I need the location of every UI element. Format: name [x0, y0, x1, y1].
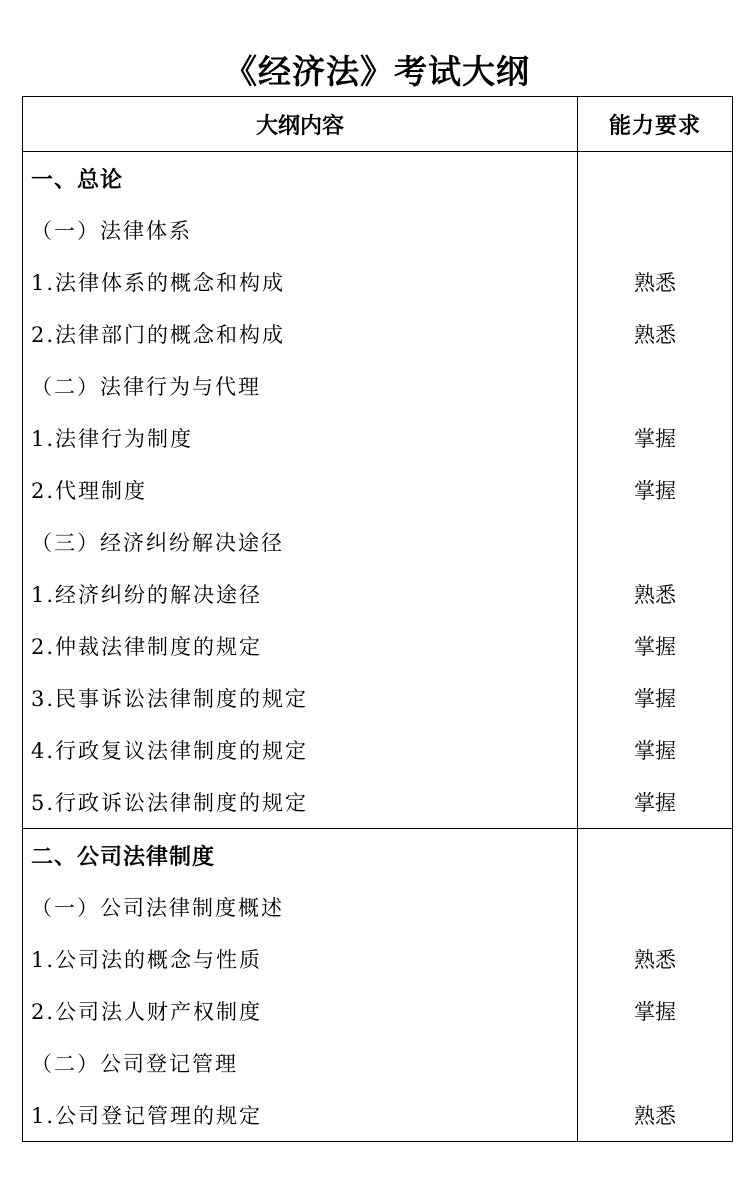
row-content: 2.仲裁法律制度的规定	[23, 620, 578, 672]
row-level: 掌握	[578, 776, 733, 829]
subsection-row	[23, 1037, 733, 1089]
row-content: 4.行政复议法律制度的规定	[23, 724, 578, 776]
row-content: （二）法律行为与代理	[23, 360, 578, 412]
row-level	[578, 1037, 733, 1089]
table-row	[23, 672, 733, 724]
table-body	[23, 152, 733, 1142]
table-row	[23, 933, 733, 985]
table-header	[23, 97, 733, 152]
page-title: 《经济法》考试大纲	[224, 52, 530, 91]
header-content: 大纲内容	[23, 97, 578, 152]
row-level	[578, 360, 733, 412]
row-content: 2.公司法人财产权制度	[23, 985, 578, 1037]
row-level: 熟悉	[578, 308, 733, 360]
table-row	[23, 568, 733, 620]
row-content: 5.行政诉讼法律制度的规定	[23, 776, 578, 829]
row-content: 1.法律体系的概念和构成	[23, 256, 578, 308]
table-row	[23, 308, 733, 360]
row-level	[578, 204, 733, 256]
row-content: 3.民事诉讼法律制度的规定	[23, 672, 578, 724]
row-content: 1.公司登记管理的规定	[23, 1089, 578, 1142]
section-row	[23, 152, 733, 205]
row-level: 掌握	[578, 724, 733, 776]
subsection-row	[23, 204, 733, 256]
row-level: 熟悉	[578, 256, 733, 308]
row-content: 1.经济纠纷的解决途径	[23, 568, 578, 620]
row-content: 2.法律部门的概念和构成	[23, 308, 578, 360]
subsection-row	[23, 360, 733, 412]
table-row	[23, 412, 733, 464]
row-content: 1.法律行为制度	[23, 412, 578, 464]
header-row	[23, 97, 733, 152]
table-row	[23, 1089, 733, 1142]
row-level: 掌握	[578, 412, 733, 464]
row-content: 二、公司法律制度	[23, 829, 578, 882]
row-level: 熟悉	[578, 933, 733, 985]
row-content: （一）公司法律制度概述	[23, 881, 578, 933]
row-level	[578, 881, 733, 933]
row-content: 1.公司法的概念与性质	[23, 933, 578, 985]
row-content: 一、总论	[23, 152, 578, 205]
row-content: （一）法律体系	[23, 204, 578, 256]
table-row	[23, 464, 733, 516]
table-row	[23, 985, 733, 1037]
row-level: 掌握	[578, 620, 733, 672]
row-content: （二）公司登记管理	[23, 1037, 578, 1089]
row-content: （三）经济纠纷解决途径	[23, 516, 578, 568]
row-level	[578, 829, 733, 882]
table-row	[23, 724, 733, 776]
row-level: 掌握	[578, 985, 733, 1037]
table-row	[23, 776, 733, 829]
subsection-row	[23, 881, 733, 933]
row-level: 掌握	[578, 672, 733, 724]
syllabus-table	[22, 96, 733, 1142]
section-row	[23, 829, 733, 882]
table-row	[23, 620, 733, 672]
subsection-row	[23, 516, 733, 568]
row-content: 2.代理制度	[23, 464, 578, 516]
table-row	[23, 256, 733, 308]
row-level	[578, 152, 733, 205]
row-level: 熟悉	[578, 1089, 733, 1142]
row-level: 熟悉	[578, 568, 733, 620]
row-level	[578, 516, 733, 568]
header-level: 能力要求	[578, 97, 733, 152]
row-level: 掌握	[578, 464, 733, 516]
